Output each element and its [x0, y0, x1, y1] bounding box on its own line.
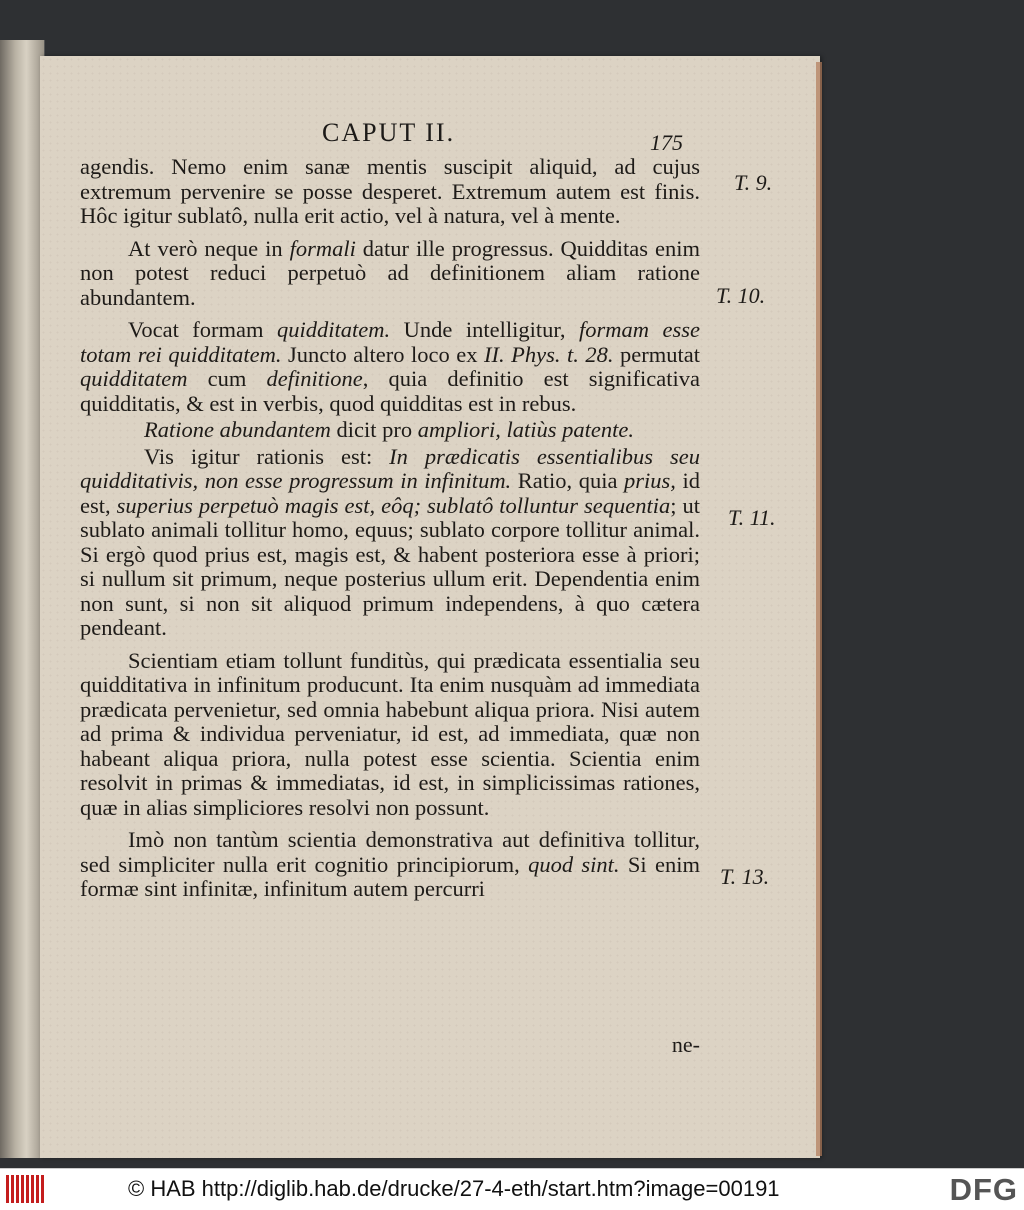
text-segment: Si enim formæ sint infinitæ, infinitum autem percurri [80, 851, 700, 901]
text-segment: Scientiam etiam tollunt funditùs, qui prædicata essentialia seu quidditativa in infinitum producunt. Ita enim nusquàm ad immediata prædicata pervenietur, sed omnia habebunt aliqua priora. Nisi autem ad prima & individua perveniatur, id est, ad immediata, quæ non habeant aliqua priora, nulla potest esse scientia. Scientia enim resolvit in primas & immediatas, id est, in simplicissimas rationes, quæ in alias simpliciores resolvi non possunt. [80, 647, 700, 820]
italic-segment: ampliori, latiùs patente. [417, 417, 634, 442]
text-segment: , quia definitio est significativa quidditatis, & est in verbis, quod quidditas est in rebus. [80, 366, 700, 416]
margin-note: T. 9. [734, 170, 773, 195]
paragraph [80, 418, 700, 443]
dfg-logo: DFG [949, 1172, 1018, 1207]
running-head: CAPUT II. [322, 118, 456, 147]
page-number: 175 [650, 130, 683, 155]
text-segment: Vocat formam [128, 317, 278, 342]
italic-segment: Ratione abundantem [144, 417, 331, 442]
paragraph [80, 237, 700, 311]
margin-note: T. 10. [716, 283, 766, 308]
paragraph [80, 155, 700, 229]
italic-segment: quod sint. [528, 851, 620, 877]
text-segment: datur ille progressus. Quidditas enim non potest reduci perpetuò ad definitionem aliam ratione abundantem. [80, 235, 700, 310]
viewer-footer [0, 1168, 1024, 1210]
italic-segment: definitione [266, 366, 363, 391]
paragraph [80, 318, 700, 416]
hab-logo-icon [6, 1175, 46, 1203]
text-segment: agendis. Nemo enim sanæ mentis suscipit aliquid, ad cujus extremum pervenire se posse desperet. Extremum autem est finis. Hôc igitur sublatô, nulla erit actio, vel à natura, vel à mente. [80, 154, 700, 228]
text-segment: Imò non tantùm scientia demonstrativa aut definitiva tollitur, sed simpliciter nulla erit cognitio principiorum, [80, 827, 700, 877]
margin-note: T. 13. [720, 864, 770, 889]
italic-segment: quidditatem. [277, 317, 391, 342]
copyright-url[interactable]: © HAB http://diglib.hab.de/drucke/27-4-eth/start.htm?image=00191 [128, 1176, 780, 1201]
margin-note: T. 11. [728, 505, 776, 530]
italic-segment: quidditatem [80, 366, 188, 391]
paragraph [80, 445, 700, 641]
paragraph [80, 828, 700, 902]
adjacent-page-edge [0, 40, 45, 1158]
italic-segment: prius, [624, 468, 676, 493]
italic-segment: formali [289, 235, 356, 261]
text-segment: permutat [613, 341, 700, 367]
page-body-text [80, 155, 700, 902]
italic-segment: In prædicatis essentialibus seu quidditativis, non esse progressum in infinitum. [80, 443, 700, 493]
text-segment: Vis igitur rationis est: [144, 443, 390, 469]
text-segment: Unde intelligitur, [390, 317, 580, 342]
text-segment: Ratio, quia [511, 468, 625, 493]
page-right-edge [816, 62, 822, 1156]
text-segment: ; ut sublato animali tollitur homo, equus; sublato corpore tollitur animal. Si ergò quod prius est, magis est, & habent posteriora esse à priori; si nullum sit primum, neque posterius ullum erit. Dependentia enim non sunt, si non sit aliquod primum independens, à quo cætera pendeant. [80, 492, 700, 640]
text-segment: At verò neque in [128, 235, 290, 261]
text-segment: dicit pro [330, 417, 418, 442]
text-segment: Juncto altero loco ex [281, 341, 485, 367]
paragraph [80, 649, 700, 821]
italic-segment: II. Phys. t. 28. [484, 341, 614, 367]
text-segment: cum [187, 366, 267, 391]
italic-segment: formam esse totam rei quidditatem. [80, 317, 700, 367]
text-segment: id est, [80, 468, 700, 518]
italic-segment: superius perpetuò magis est, eôq; sublatô tolluntur sequentia [116, 492, 671, 518]
catchword: ne- [671, 1032, 700, 1057]
